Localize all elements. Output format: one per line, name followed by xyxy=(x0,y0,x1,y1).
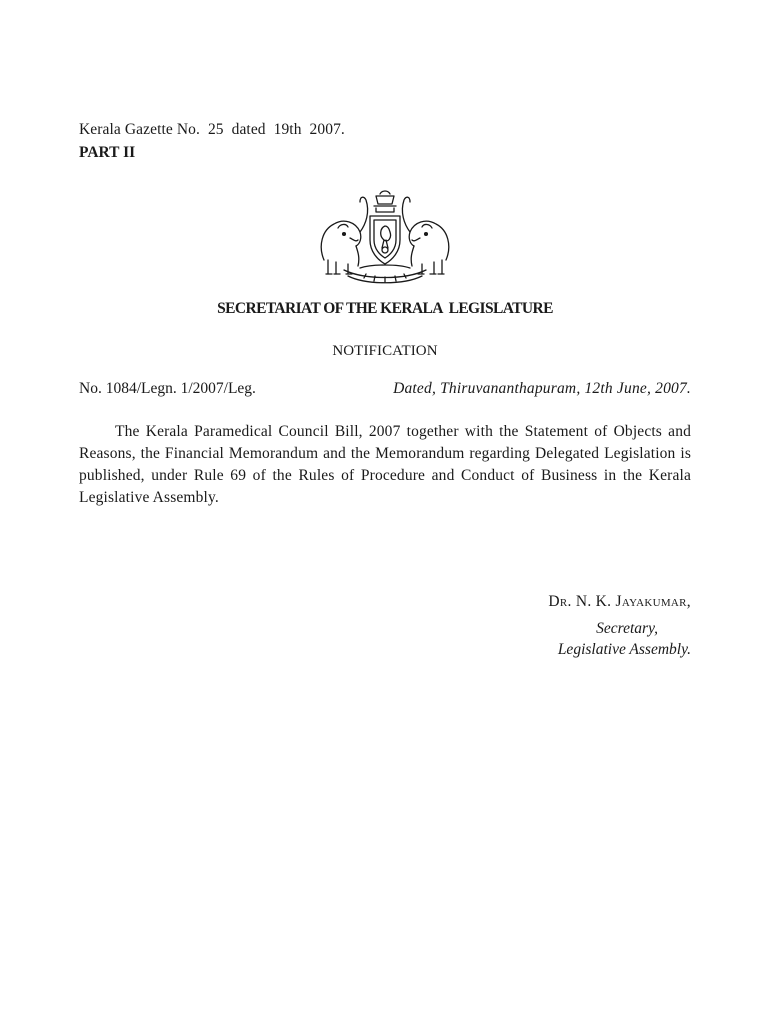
reference-number: No. 1084/Legn. 1/2007/Leg. xyxy=(79,380,256,397)
signatory-name: Dr. N. K. Jayakumar, xyxy=(548,593,691,610)
notification-heading: NOTIFICATION xyxy=(332,343,438,359)
gazette-number-line: Kerala Gazette No. 25 dated 19th 2007. xyxy=(79,121,345,138)
notification-body: The Kerala Paramedical Council Bill, 2007 together with the Statement of Objects and Reasons, the Financial Memorandum and the Memorandum regarding Delegated Legislation is published, under Rule 69 of the Rules of Procedure and Conduct of Business in the Kerala Legislative Assembly. xyxy=(79,423,691,506)
secretariat-heading: SECRETARIAT OF THE KERALA LEGISLATURE xyxy=(217,300,553,317)
signatory-title: Secretary, xyxy=(596,620,658,637)
dated-line: Dated, Thiruvananthapuram, 12th June, 2007. xyxy=(393,380,691,397)
kerala-state-emblem-icon xyxy=(314,190,456,290)
signatory-office: Legislative Assembly. xyxy=(557,641,691,658)
part-label: PART II xyxy=(79,144,136,161)
